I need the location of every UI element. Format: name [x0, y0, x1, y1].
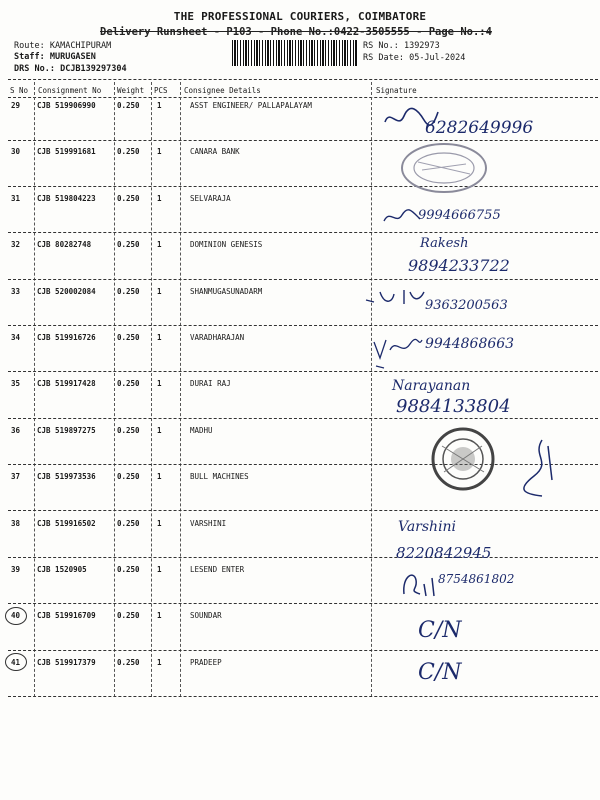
row-consignee: DURAI RAJ — [190, 379, 231, 389]
row-separator — [8, 418, 598, 419]
row-sno: 30 — [11, 147, 21, 157]
col-header-consignee: Consignee Details — [184, 86, 261, 95]
row-pcs: 1 — [157, 101, 162, 110]
drs-value: DCJB139297304 — [60, 64, 127, 74]
signature-name: Rakesh — [420, 236, 469, 251]
row-pcs: 1 — [157, 240, 162, 250]
row-separator — [8, 464, 598, 465]
row-separator — [8, 510, 598, 511]
row-consignment: CJB 519916726 — [37, 333, 96, 342]
row-consignment: CJB 519917379 — [37, 657, 96, 667]
row-separator — [8, 603, 598, 604]
row-sno: 34 — [11, 333, 21, 342]
col-header-signature: Signature — [376, 86, 417, 95]
row-weight: 0.250 — [117, 101, 140, 110]
row-separator — [8, 140, 598, 141]
row-sno: 41 — [11, 657, 21, 667]
row-weight: 0.250 — [117, 565, 140, 574]
row-consignee: PRADEEP — [190, 657, 222, 667]
signature-phone: 9363200563 — [425, 298, 508, 313]
row-weight: 0.250 — [117, 657, 140, 667]
row-separator — [8, 696, 598, 697]
signature-phone: 9944868663 — [425, 336, 515, 352]
row-separator — [8, 557, 598, 558]
row-pcs: 1 — [157, 611, 162, 621]
col-header-pcs: PCS — [154, 86, 168, 95]
row-pcs: 1 — [157, 286, 162, 296]
route-label: Route: — [14, 41, 45, 51]
signature-scribble — [364, 286, 434, 312]
row-consignment: CJB 519897275 — [37, 425, 96, 435]
col-divider — [114, 82, 115, 697]
col-header-sno: S No — [10, 86, 29, 95]
row-consignee: SOUNDAR — [190, 611, 222, 621]
row-sno: 37 — [11, 472, 21, 482]
row-separator — [8, 232, 598, 233]
row-pcs: 1 — [157, 333, 162, 342]
signature-phone: 9894233722 — [408, 256, 510, 275]
row-weight: 0.250 — [117, 147, 140, 157]
row-sno: 31 — [11, 193, 21, 203]
row-consignee: SHANMUGASUNADARM — [190, 286, 263, 296]
rs-date-line — [363, 53, 465, 63]
row-pcs: 1 — [157, 472, 162, 482]
row-consignee: MADHU — [190, 425, 213, 435]
drs-line — [14, 64, 127, 74]
col-divider — [371, 82, 372, 697]
row-weight: 0.250 — [117, 286, 140, 296]
row-consignee: DOMINION GENESIS — [190, 240, 263, 250]
col-divider — [180, 82, 181, 697]
row-weight: 0.250 — [117, 240, 140, 250]
rs-no-label: RS No.: — [363, 41, 399, 51]
row-pcs: 1 — [157, 565, 162, 574]
signature-phone: 9884133804 — [396, 396, 511, 417]
staff-value: MURUGASEN — [49, 52, 96, 62]
signature-name: Varshini — [398, 519, 457, 535]
delivery-stamp — [424, 426, 502, 492]
row-consignee: ASST ENGINEER/ PALLAPALAYAM — [190, 101, 312, 110]
row-sno: 40 — [11, 611, 21, 621]
table-header-rule — [8, 97, 598, 98]
route-line — [14, 41, 111, 51]
bank-stamp — [398, 140, 490, 196]
row-sno: 35 — [11, 379, 21, 389]
row-consignment: CJB 519973536 — [37, 472, 96, 482]
row-sno: 33 — [11, 286, 21, 296]
row-pcs: 1 — [157, 657, 162, 667]
rs-no-value: 1392973 — [403, 41, 440, 51]
rs-date-label: RS Date: — [363, 53, 404, 63]
row-consignment: CJB 519916502 — [37, 518, 96, 528]
signature-cn: C/N — [418, 618, 462, 643]
row-sno: 39 — [11, 565, 21, 574]
route-value: KAMACHIPURAM — [49, 41, 112, 51]
signature-cn: C/N — [418, 660, 462, 685]
staff-label: Staff: — [14, 52, 45, 62]
row-pcs: 1 — [157, 425, 162, 435]
col-divider — [151, 82, 152, 697]
row-sno: 36 — [11, 425, 21, 435]
row-sno: 29 — [11, 101, 21, 110]
row-consignee: VARSHINI — [190, 518, 227, 528]
row-consignee: LESEND ENTER — [190, 565, 245, 574]
row-consignment: CJB 519917428 — [37, 379, 96, 389]
col-header-consignment: Consignment No — [38, 86, 102, 95]
col-header-weight: Weight — [117, 86, 145, 95]
row-consignee: CANARA BANK — [190, 147, 240, 157]
row-consignment: CJB 520002084 — [37, 286, 96, 296]
rs-date-value: 05-Jul-2024 — [409, 53, 466, 63]
signature-scribble — [382, 207, 422, 227]
row-pcs: 1 — [157, 147, 162, 157]
signature-scribble — [512, 436, 558, 500]
drs-label: DRS No.: — [14, 64, 55, 74]
row-separator — [8, 186, 598, 187]
row-consignment: CJB 519804223 — [37, 193, 96, 203]
row-weight: 0.250 — [117, 425, 140, 435]
signature-phone: 6282649996 — [425, 118, 534, 138]
sno-circle-mark — [5, 653, 27, 671]
row-weight: 0.250 — [117, 379, 140, 389]
row-consignment: CJB 80282748 — [37, 240, 92, 250]
col-divider — [34, 82, 35, 697]
row-separator — [8, 371, 598, 372]
row-sno: 32 — [11, 240, 21, 250]
row-pcs: 1 — [157, 518, 162, 528]
staff-line — [14, 52, 96, 62]
row-consignee: VARADHARAJAN — [190, 333, 245, 342]
row-weight: 0.250 — [117, 193, 140, 203]
row-consignment: CJB 519991681 — [37, 147, 96, 157]
runsheet-subtitle: Delivery Runsheet - P103 - Phone No.:0422-3505555 - Page No.:4 — [100, 26, 492, 38]
signature-phone: 8220842945 — [396, 544, 492, 562]
row-pcs: 1 — [157, 379, 162, 389]
row-consignment: CJB 519906990 — [37, 101, 96, 110]
row-sno: 38 — [11, 518, 21, 528]
sno-circle-mark — [5, 607, 27, 625]
row-separator — [8, 279, 598, 280]
rs-no-line — [363, 41, 440, 51]
row-separator — [8, 325, 598, 326]
row-weight: 0.250 — [117, 472, 140, 482]
row-consignment: CJB 1520905 — [37, 565, 87, 574]
row-consignee: SELVARAJA — [190, 193, 231, 203]
table-top-rule — [8, 79, 598, 80]
company-title: THE PROFESSIONAL COURIERS, COIMBATORE — [173, 10, 427, 23]
row-weight: 0.250 — [117, 518, 140, 528]
signature-scribble — [370, 334, 424, 374]
row-separator — [8, 650, 598, 651]
row-pcs: 1 — [157, 193, 162, 203]
row-consignment: CJB 519916709 — [37, 611, 96, 621]
signature-scribble — [398, 566, 442, 600]
signature-name: Narayanan — [392, 378, 471, 394]
row-consignee: BULL MACHINES — [190, 472, 249, 482]
signature-phone: 9994666755 — [418, 208, 501, 223]
signature-phone: 8754861802 — [438, 572, 515, 586]
row-weight: 0.250 — [117, 611, 140, 621]
barcode — [232, 40, 358, 66]
row-weight: 0.250 — [117, 333, 140, 342]
